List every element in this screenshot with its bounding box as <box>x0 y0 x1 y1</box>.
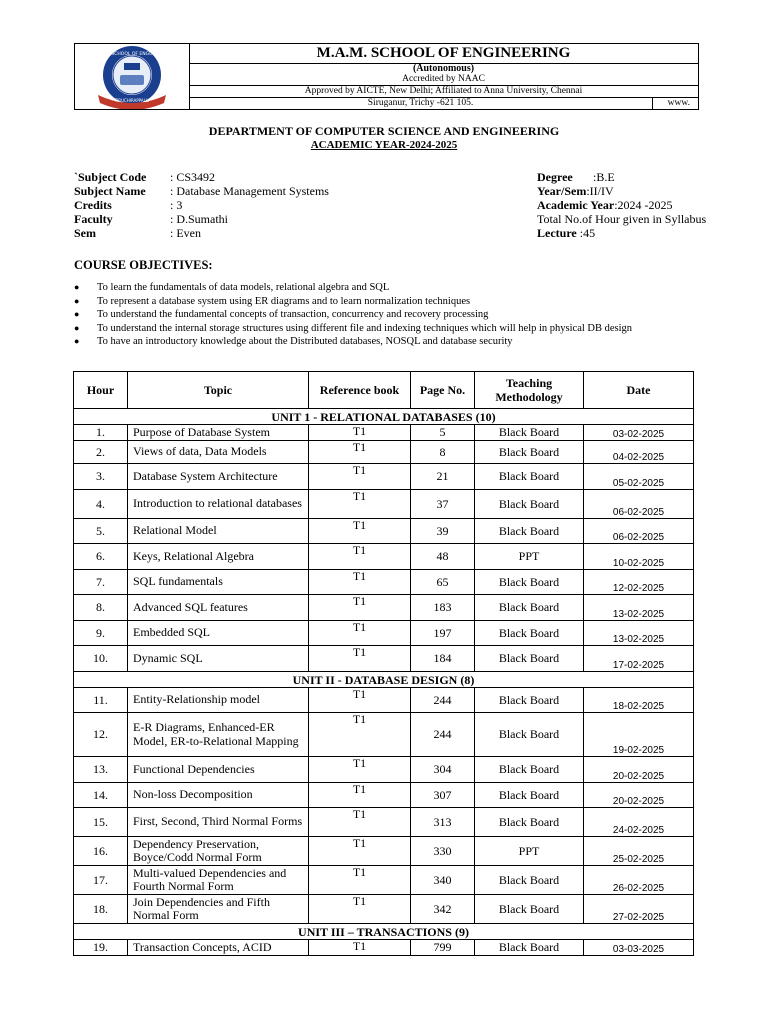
reference-cell: T1 <box>309 866 411 895</box>
header-topic: Topic <box>128 372 309 409</box>
table-row <box>74 866 694 895</box>
reference-cell: T1 <box>309 621 411 646</box>
topic-cell: Relational Model <box>128 519 309 544</box>
page-cell: 313 <box>411 808 475 837</box>
hour-cell: 5. <box>74 519 128 544</box>
table-row <box>74 757 694 783</box>
hour-cell: 13. <box>74 757 128 783</box>
reference-cell: T1 <box>309 441 411 464</box>
topic-cell: Entity-Relationship model <box>128 688 309 713</box>
page-cell: 799 <box>411 940 475 956</box>
info-line <box>74 212 329 226</box>
date-cell: 18-02-2025 <box>584 688 694 713</box>
method-cell: Black Board <box>475 621 584 646</box>
info-value: :II/IV <box>586 184 614 198</box>
method-cell: Black Board <box>475 866 584 895</box>
subject-info-left <box>74 170 329 240</box>
header-page-no: Page No. <box>411 372 475 409</box>
hour-cell: 9. <box>74 621 128 646</box>
method-cell: PPT <box>475 544 584 570</box>
header-reference-book: Reference book <box>309 372 411 409</box>
date-cell: 05-02-2025 <box>584 464 694 490</box>
hour-cell: 12. <box>74 713 128 757</box>
topic-cell: Views of data, Data Models <box>128 441 309 464</box>
date-cell: 13-02-2025 <box>584 595 694 621</box>
info-value: Total No.of Hour given in Syllabus <box>537 212 707 226</box>
page-cell: 342 <box>411 895 475 924</box>
date-cell: 26-02-2025 <box>584 866 694 895</box>
hour-cell: 1. <box>74 425 128 441</box>
info-label: Degree <box>537 170 573 184</box>
college-logo <box>75 44 190 109</box>
table-row <box>74 544 694 570</box>
date-cell: 06-02-2025 <box>584 519 694 544</box>
address-row <box>189 97 698 109</box>
page-cell: 197 <box>411 621 475 646</box>
bullet-icon: ● <box>74 282 80 292</box>
info-label: Sem <box>74 226 96 240</box>
reference-cell: T1 <box>309 688 411 713</box>
date-cell: 13-02-2025 <box>584 621 694 646</box>
topic-cell: First, Second, Third Normal Forms <box>128 808 309 837</box>
info-label: Year/Sem <box>537 184 587 198</box>
hour-cell: 16. <box>74 837 128 866</box>
topic-cell: Functional Dependencies <box>128 757 309 783</box>
date-cell: 27-02-2025 <box>584 895 694 924</box>
unit-title: UNIT 1 - RELATIONAL DATABASES (10) <box>74 409 694 425</box>
date-cell: 17-02-2025 <box>584 646 694 672</box>
info-value: :B.E <box>593 170 615 184</box>
table-row <box>74 441 694 464</box>
page-cell: 307 <box>411 783 475 808</box>
objective-text: To have an introductory knowledge about the Distributed databases, NOSQL and database security <box>97 336 513 348</box>
table-header-row <box>74 372 694 409</box>
info-line <box>537 170 706 184</box>
date-cell: 19-02-2025 <box>584 713 694 757</box>
objectives-list <box>74 281 694 349</box>
method-cell: Black Board <box>475 783 584 808</box>
topic-cell: Non-loss Decomposition <box>128 783 309 808</box>
method-cell: Black Board <box>475 646 584 672</box>
topic-cell: Transaction Concepts, ACID <box>128 940 309 956</box>
topic-cell: Dynamic SQL <box>128 646 309 672</box>
info-line <box>537 184 706 198</box>
topic-cell: Embedded SQL <box>128 621 309 646</box>
info-label: Lecture <box>537 226 577 240</box>
table-row <box>74 837 694 866</box>
method-cell: Black Board <box>475 808 584 837</box>
reference-cell: T1 <box>309 895 411 924</box>
date-cell: 25-02-2025 <box>584 837 694 866</box>
page-cell: 340 <box>411 866 475 895</box>
page-cell: 244 <box>411 688 475 713</box>
reference-cell: T1 <box>309 646 411 672</box>
hour-cell: 17. <box>74 866 128 895</box>
header-teaching-methodology: Teaching Methodology <box>475 372 584 409</box>
unit-header-row <box>74 672 694 688</box>
hour-cell: 3. <box>74 464 128 490</box>
accreditation-line: Accredited by NAAC <box>189 74 698 86</box>
unit-title: UNIT III – TRANSACTIONS (9) <box>74 924 694 940</box>
bullet-icon: ● <box>74 309 80 320</box>
info-line <box>74 170 329 184</box>
table-row <box>74 519 694 544</box>
svg-text:SCHOOL OF ENGG: SCHOOL OF ENGG <box>111 51 153 57</box>
method-cell: Black Board <box>475 490 584 519</box>
method-cell: Black Board <box>475 688 584 713</box>
table-row <box>74 570 694 595</box>
objective-text: To represent a database system using ER diagrams and to learn normalization techniques <box>97 295 471 307</box>
date-cell: 06-02-2025 <box>584 490 694 519</box>
info-line <box>537 198 706 212</box>
page-cell: 244 <box>411 713 475 757</box>
page-cell: 48 <box>411 544 475 570</box>
objective-text: To learn the fundamentals of data models, relational algebra and SQL <box>97 282 390 293</box>
method-cell: Black Board <box>475 757 584 783</box>
topic-cell: Multi-valued Dependencies and Fourth Normal Form <box>128 866 309 895</box>
college-header <box>74 43 699 110</box>
reference-cell: T1 <box>309 940 411 956</box>
reference-cell: T1 <box>309 595 411 621</box>
hour-cell: 19. <box>74 940 128 956</box>
topic-cell: Purpose of Database System <box>128 425 309 441</box>
method-cell: Black Board <box>475 895 584 924</box>
reference-cell: T1 <box>309 713 411 757</box>
info-line <box>74 184 329 198</box>
page-cell: 5 <box>411 425 475 441</box>
hour-cell: 4. <box>74 490 128 519</box>
topic-cell: Advanced SQL features <box>128 595 309 621</box>
method-cell: Black Board <box>475 595 584 621</box>
topic-cell: Join Dependencies and Fifth Normal Form <box>128 895 309 924</box>
reference-cell: T1 <box>309 757 411 783</box>
topic-cell: E-R Diagrams, Enhanced-ER Model, ER-to-Relational Mapping <box>128 713 309 757</box>
table-row <box>74 808 694 837</box>
objective-text: To understand the fundamental concepts of transaction, concurrency and recovery processing <box>97 309 489 321</box>
hour-cell: 7. <box>74 570 128 595</box>
info-value: : 3 <box>170 198 183 212</box>
info-value: : Database Management Systems <box>170 184 329 198</box>
info-label: Credits <box>74 198 112 212</box>
hour-cell: 2. <box>74 441 128 464</box>
table-row <box>74 425 694 441</box>
method-cell: Black Board <box>475 713 584 757</box>
topic-cell: SQL fundamentals <box>128 570 309 595</box>
info-line <box>537 226 706 240</box>
objective-item <box>74 322 694 336</box>
reference-cell: T1 <box>309 519 411 544</box>
topic-cell: Dependency Preservation, Boyce/Codd Normal Form <box>128 837 309 866</box>
info-label: `Subject Code <box>74 170 147 184</box>
page-cell: 330 <box>411 837 475 866</box>
department-title: DEPARTMENT OF COMPUTER SCIENCE AND ENGINEERING <box>208 124 560 138</box>
objective-text: To understand the internal storage structures using different file and indexing techniques which will help in physical DB design <box>97 322 633 334</box>
reference-cell: T1 <box>309 544 411 570</box>
subject-info-right <box>537 170 706 240</box>
page-cell: 37 <box>411 490 475 519</box>
bullet-icon: ● <box>74 322 80 333</box>
table-row <box>74 621 694 646</box>
info-line <box>74 226 329 240</box>
page-cell: 65 <box>411 570 475 595</box>
hour-cell: 6. <box>74 544 128 570</box>
unit-header-row <box>74 924 694 940</box>
college-address: Siruganur, Trichy -621 105. <box>367 98 474 108</box>
method-cell: PPT <box>475 837 584 866</box>
hour-cell: 15. <box>74 808 128 837</box>
page-cell: 8 <box>411 441 475 464</box>
page-cell: 304 <box>411 757 475 783</box>
info-value: : Even <box>170 226 201 240</box>
hour-cell: 11. <box>74 688 128 713</box>
header-hour: Hour <box>74 372 128 409</box>
college-website: www. <box>652 97 698 109</box>
method-cell: Black Board <box>475 425 584 441</box>
info-line <box>537 212 706 226</box>
college-logo-icon <box>84 45 180 109</box>
table-row <box>74 940 694 956</box>
page-cell: 39 <box>411 519 475 544</box>
date-cell: 20-02-2025 <box>584 783 694 808</box>
svg-text:TIRUCHIRAPPALLI: TIRUCHIRAPPALLI <box>114 97 150 103</box>
method-cell: Black Board <box>475 570 584 595</box>
date-cell: 04-02-2025 <box>584 441 694 464</box>
page-cell: 184 <box>411 646 475 672</box>
topic-cell: Database System Architecture <box>128 464 309 490</box>
date-cell: 12-02-2025 <box>584 570 694 595</box>
table-row <box>74 464 694 490</box>
lesson-plan-table <box>73 371 694 956</box>
reference-cell: T1 <box>309 837 411 866</box>
table-row <box>74 595 694 621</box>
reference-cell: T1 <box>309 783 411 808</box>
table-row <box>74 688 694 713</box>
table-row <box>74 783 694 808</box>
page-cell: 183 <box>411 595 475 621</box>
date-cell: 24-02-2025 <box>584 808 694 837</box>
table-row <box>74 490 694 519</box>
reference-cell: T1 <box>309 490 411 519</box>
page-cell: 21 <box>411 464 475 490</box>
info-label: Academic Year <box>537 198 615 212</box>
date-cell: 03-02-2025 <box>584 425 694 441</box>
approval-line: Approved by AICTE, New Delhi; Affiliated to Anna University, Chennai <box>189 85 698 98</box>
header-date: Date <box>584 372 694 409</box>
reference-cell: T1 <box>309 808 411 837</box>
topic-cell: Keys, Relational Algebra <box>128 544 309 570</box>
table-row <box>74 895 694 924</box>
info-label: Faculty <box>74 212 113 226</box>
method-cell: Black Board <box>475 519 584 544</box>
table-row <box>74 646 694 672</box>
hour-cell: 14. <box>74 783 128 808</box>
bullet-icon: ● <box>74 295 80 306</box>
objective-item <box>74 281 694 295</box>
hour-cell: 18. <box>74 895 128 924</box>
unit-header-row <box>74 409 694 425</box>
autonomous-label: (Autonomous) <box>412 63 475 74</box>
hour-cell: 10. <box>74 646 128 672</box>
method-cell: Black Board <box>475 940 584 956</box>
info-label: Subject Name <box>74 184 146 198</box>
objective-item <box>74 295 694 309</box>
reference-cell: T1 <box>309 570 411 595</box>
method-cell: Black Board <box>475 464 584 490</box>
reference-cell: T1 <box>309 464 411 490</box>
info-line <box>74 198 329 212</box>
unit-title: UNIT II - DATABASE DESIGN (8) <box>74 672 694 688</box>
bullet-icon: ● <box>74 336 80 347</box>
topic-cell: Introduction to relational databases <box>128 490 309 519</box>
objective-item <box>74 308 694 322</box>
college-name: M.A.M. SCHOOL OF ENGINEERING <box>189 44 698 64</box>
table-row <box>74 713 694 757</box>
info-value: : CS3492 <box>170 170 216 184</box>
info-value: :45 <box>576 226 596 240</box>
objective-item <box>74 335 694 349</box>
info-value: :2024 -2025 <box>614 198 673 212</box>
info-value: : D.Sumathi <box>170 212 229 226</box>
date-cell: 20-02-2025 <box>584 757 694 783</box>
hour-cell: 8. <box>74 595 128 621</box>
method-cell: Black Board <box>475 441 584 464</box>
date-cell: 03-03-2025 <box>584 940 694 956</box>
reference-cell: T1 <box>309 425 411 441</box>
academic-year-title: ACADEMIC YEAR-2024-2025 <box>310 139 458 151</box>
course-objectives-title: COURSE OBJECTIVES: <box>74 258 213 272</box>
date-cell: 10-02-2025 <box>584 544 694 570</box>
